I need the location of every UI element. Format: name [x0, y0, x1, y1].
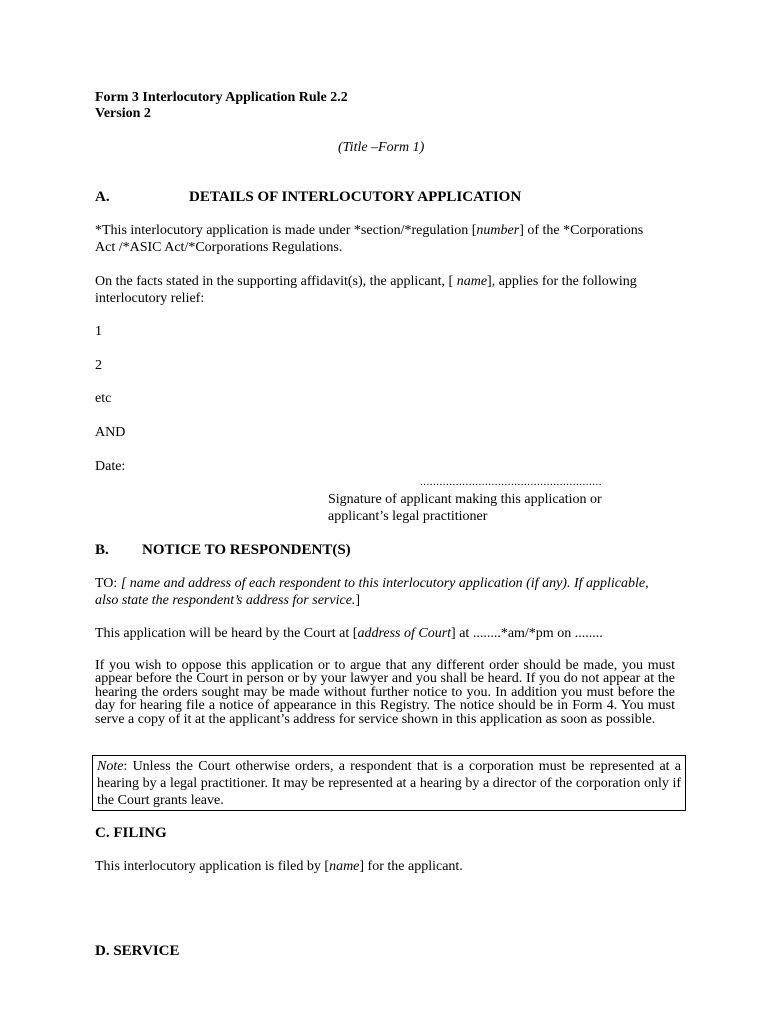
section-a-paragraph-1: [95, 222, 655, 256]
form-header-title: Form 3 Interlocutory Application Rule 2.2: [95, 90, 348, 105]
text-segment: TO:: [95, 576, 121, 591]
relief-item-etc: etc: [95, 391, 112, 406]
note-text: : Unless the Court otherwise orders, a respondent that is a corporation must be represented at a hearing by a legal practitioner. It may be represented at a hearing by a director of the corporation only if the Court grants leave.: [97, 759, 681, 808]
text-segment: ], applies for the following interlocutory relief:: [95, 274, 637, 306]
text-segment: ] of the *Corporations Act /*ASIC Act/*Corporations Regulations.: [95, 223, 644, 255]
section-a-paragraph-2: [95, 273, 655, 307]
text-segment: ]: [355, 593, 361, 608]
placeholder-name: name: [456, 274, 488, 289]
placeholder-number: number: [476, 223, 520, 238]
section-d-heading: D. SERVICE: [95, 943, 180, 959]
filing-paragraph: [95, 858, 463, 875]
text-segment: ] at ........*am/*pm on ........: [451, 626, 603, 641]
placeholder-name: name: [329, 859, 360, 874]
form-subtitle: (Title –Form 1): [338, 140, 425, 155]
section-a-heading: DETAILS OF INTERLOCUTORY APPLICATION: [189, 189, 522, 205]
relief-item-1: 1: [95, 324, 102, 339]
note-box: [92, 755, 686, 811]
form-version: Version 2: [95, 106, 151, 121]
text-segment: *This interlocutory application is made under *section/*regulation [: [95, 223, 477, 238]
opposition-paragraph: If you wish to oppose this application or to argue that any different order should be made, you must appear before the Court in person or by your lawyer and you shall be heard. If you do not appear at the hearing the orders sought may be made without further notice to you. In addition you must before the day for hearing file a notice of appearance in this Registry. The notice should be in Form 4. You must serve a copy of it at the applicant’s address for service shown in this application as soon as possible.: [95, 658, 675, 727]
text-segment: On the facts stated in the supporting affidavit(s), the applicant, [: [95, 274, 457, 289]
note-label: Note: [97, 759, 124, 774]
text-segment: This application will be heard by the Court at [: [95, 626, 358, 641]
relief-item-2: 2: [95, 358, 102, 373]
text-segment: ] for the applicant.: [359, 859, 463, 874]
relief-item-and: AND: [95, 425, 126, 440]
date-label: Date:: [95, 459, 126, 474]
hearing-paragraph: [95, 625, 685, 642]
section-b-heading: NOTICE TO RESPONDENT(S): [142, 542, 351, 558]
text-segment: This interlocutory application is filed by [: [95, 859, 330, 874]
placeholder-respondent: [ name and address of each respondent to this interlocutory application (if any). If applicable, also state the respondent’s address for service.: [95, 576, 649, 608]
signature-line: ........................................................: [420, 476, 602, 488]
respondent-address-paragraph: [95, 575, 655, 609]
section-c-heading: C. FILING: [95, 825, 167, 841]
section-a-letter: A.: [95, 189, 110, 205]
section-b-letter: B.: [95, 542, 109, 558]
signature-caption: Signature of applicant making this application or applicant’s legal practitioner: [328, 492, 602, 524]
placeholder-court-address: address of Court: [357, 626, 452, 641]
